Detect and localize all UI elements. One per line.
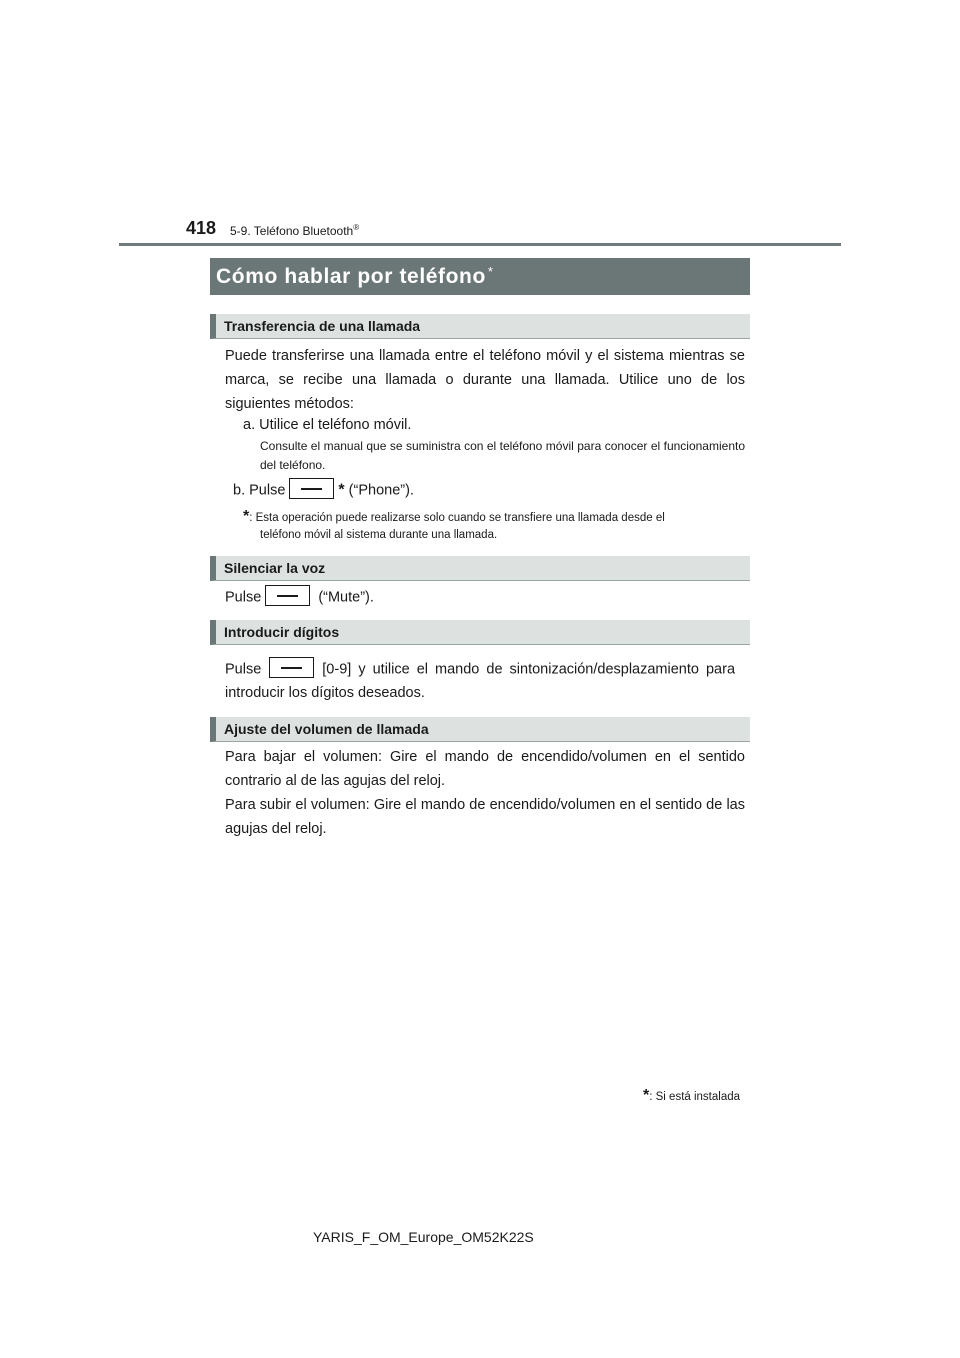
transfer-item-a: a. Utilice el teléfono móvil. bbox=[243, 417, 412, 433]
transfer-item-b-suffix: (“Phone”). bbox=[348, 482, 414, 499]
subheading-volume bbox=[210, 717, 750, 742]
subheading-digits bbox=[210, 620, 750, 645]
footnote-text: : Si está instalada bbox=[649, 1091, 741, 1103]
optional-asterisk-icon: * bbox=[487, 264, 493, 279]
digits-prefix: Pulse bbox=[225, 661, 262, 678]
registered-mark: ® bbox=[353, 223, 360, 232]
subheading-mute bbox=[210, 556, 750, 581]
phone-key-asterisk: * bbox=[338, 481, 345, 499]
transfer-note-mark: * bbox=[243, 508, 250, 525]
subheading-transfer-label: Transferencia de una llamada bbox=[224, 318, 421, 334]
mute-key-icon bbox=[265, 585, 310, 606]
page-number: 418 bbox=[186, 218, 217, 238]
subheading-mute-label: Silenciar la voz bbox=[224, 560, 326, 576]
subheading-digits-label: Introducir dígitos bbox=[224, 624, 340, 640]
digits-instruction bbox=[225, 659, 745, 680]
page-title: Cómo hablar por teléfono bbox=[216, 265, 486, 288]
transfer-note-line1: : Esta operación puede realizarse solo cuando se transfiere una llamada desde el bbox=[249, 512, 665, 524]
subheading-volume-label: Ajuste del volumen de llamada bbox=[224, 721, 429, 737]
mute-prefix: Pulse bbox=[225, 589, 262, 606]
transfer-item-b bbox=[233, 480, 414, 501]
subheading-transfer bbox=[210, 314, 750, 339]
transfer-item-a-note: Consulte el manual que se suministra con el teléfono móvil para conocer el funcionamiento del teléfono. bbox=[260, 439, 745, 472]
transfer-intro: Puede transferirse una llamada entre el teléfono móvil y el sistema mientras se marca, se recibe una llamada o durante una llamada. Utilice uno de los siguientes métodos: bbox=[225, 348, 745, 412]
digits-key-icon bbox=[269, 657, 314, 678]
mute-instruction bbox=[225, 587, 374, 608]
volume-up-text: Para subir el volumen: Gire el mando de encendido/volumen en el sentido de las agujas del reloj. bbox=[225, 797, 745, 837]
footnote-mark: * bbox=[643, 1087, 650, 1104]
transfer-item-b-prefix: b. Pulse bbox=[233, 482, 286, 499]
header-divider bbox=[119, 243, 841, 246]
mute-suffix: (“Mute”). bbox=[318, 589, 374, 606]
transfer-note bbox=[243, 508, 665, 527]
digits-line2: introducir los dígitos deseados. bbox=[225, 685, 425, 701]
transfer-note-line2: teléfono móvil al sistema durante una llamada. bbox=[260, 529, 498, 541]
page-title-bar bbox=[210, 258, 750, 295]
volume-down-text: Para bajar el volumen: Gire el mando de encendido/volumen en el sentido contrario al de las agujas del reloj. bbox=[225, 749, 745, 789]
phone-key-icon bbox=[289, 478, 334, 499]
section-label: 5-9. Teléfono Bluetooth bbox=[230, 224, 354, 238]
digits-suffix: [0-9] y utilice el mando de sintonización/desplazamiento para bbox=[322, 661, 736, 678]
document-code: YARIS_F_OM_Europe_OM52K22S bbox=[313, 1229, 534, 1245]
section-reference bbox=[230, 223, 359, 238]
installed-footnote bbox=[643, 1087, 740, 1106]
